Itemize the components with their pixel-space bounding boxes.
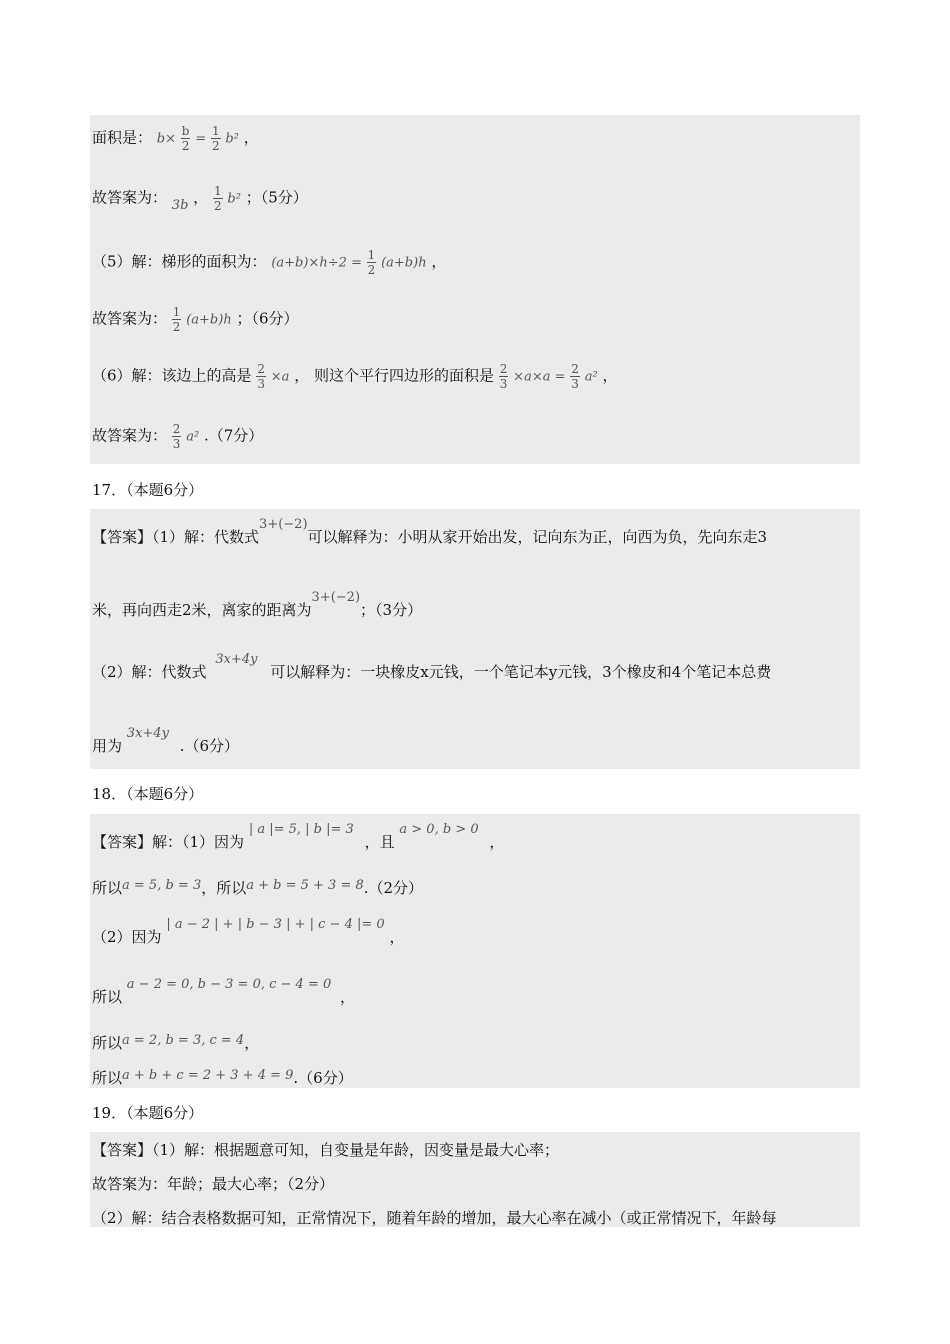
q17-line-2: 米，再向西走2米，离家的距离为3+(−2)；（3分） xyxy=(92,590,423,619)
q5-line: （5）解：梯形的面积为： (a+b)×h÷2 = $\frac{1}{2}$ (a+b)h ， xyxy=(92,248,447,277)
fraction-1-over-2: $\frac{1}{2}$ xyxy=(213,184,222,213)
answer-box-16 xyxy=(90,115,860,464)
answer-5-line: 故答案为： 3b ， $\frac{1}{2}$ b² ；（5分） xyxy=(92,184,308,213)
q17-line-1: 【答案】（1）解：代数式3+(−2)可以解释为：小明从家开始出发，记向东为正，向西为负，先向东走3 xyxy=(92,517,768,546)
answer-6-line: 故答案为： $\frac{1}{2}$ (a+b)h ；（6分） xyxy=(92,305,299,334)
q18-line-3: （2）因为 | a − 2 | + | b − 3 | + | c − 4 |= 0 ， xyxy=(92,917,405,946)
q18-line-1: 【答案】解：（1）因为 | a |= 5, | b |= 3 ，且 a > 0, b > 0 ， xyxy=(92,822,505,851)
fraction-1-over-2: $\frac{1}{2}$ xyxy=(367,248,376,277)
q18-line-4: 所以 a − 2 = 0, b − 3 = 0, c − 4 = 0 ， xyxy=(92,977,356,1006)
q18-line-5: 所以a = 2, b = 3, c = 4， xyxy=(92,1033,260,1052)
answer-box-17 xyxy=(90,509,860,769)
q18-header: 18．（本题6分） xyxy=(92,785,204,803)
q17-line-3: （2）解：代数式 3x+4y 可以解释为：一块橡皮x元钱，一个笔记本y元钱，3个橡皮和4个笔记本总费 xyxy=(92,652,772,681)
q19-line-3: （2）解：结合表格数据可知，正常情况下，随着年龄的增加，最大心率在减小（或正常情况下，年龄每 xyxy=(92,1209,777,1227)
fraction-2-over-3: $\frac{2}{3}$ xyxy=(571,362,579,391)
q6-line: （6）解：该边上的高是 $\frac{2}{3}$ ×a ， 则这个平行四边形的面积是 $\frac{2}{3}$ ×a×a = $\frac{2}{3}$ a² ， xyxy=(92,362,618,391)
fraction-2-over-3: $\frac{2}{3}$ xyxy=(499,362,508,391)
answer-7-line: 故答案为： $\frac{2}{3}$ a² .（7分） xyxy=(92,422,264,451)
q18-line-6: 所以a + b + c = 2 + 3 + 4 = 9.（6分） xyxy=(92,1068,353,1087)
fraction-2-over-3: $\frac{2}{3}$ xyxy=(172,422,181,451)
q17-line-4: 用为 3x+4y .（6分） xyxy=(92,726,240,755)
fraction-1-over-2: $\frac{1}{2}$ xyxy=(211,124,220,153)
q19-line-2: 故答案为：年龄；最大心率；（2分） xyxy=(92,1175,335,1193)
fraction-1-over-2: $\frac{1}{2}$ xyxy=(172,305,181,334)
q19-header: 19．（本题6分） xyxy=(92,1104,204,1122)
fraction-2-over-3: $\frac{2}{3}$ xyxy=(257,362,265,391)
q19-line-1: 【答案】（1）解：根据题意可知，自变量是年龄，因变量是最大心率； xyxy=(92,1141,560,1159)
q18-line-2: 所以a = 5, b = 3，所以a + b = 5 + 3 = 8.（2分） xyxy=(92,878,424,897)
q17-header: 17．（本题6分） xyxy=(92,481,204,499)
area-line: 面积是： b× $\frac{b}{2}$ = $\frac{1}{2}$ b² ， xyxy=(92,124,259,153)
fraction-b-over-2: $\frac{b}{2}$ xyxy=(181,124,190,153)
